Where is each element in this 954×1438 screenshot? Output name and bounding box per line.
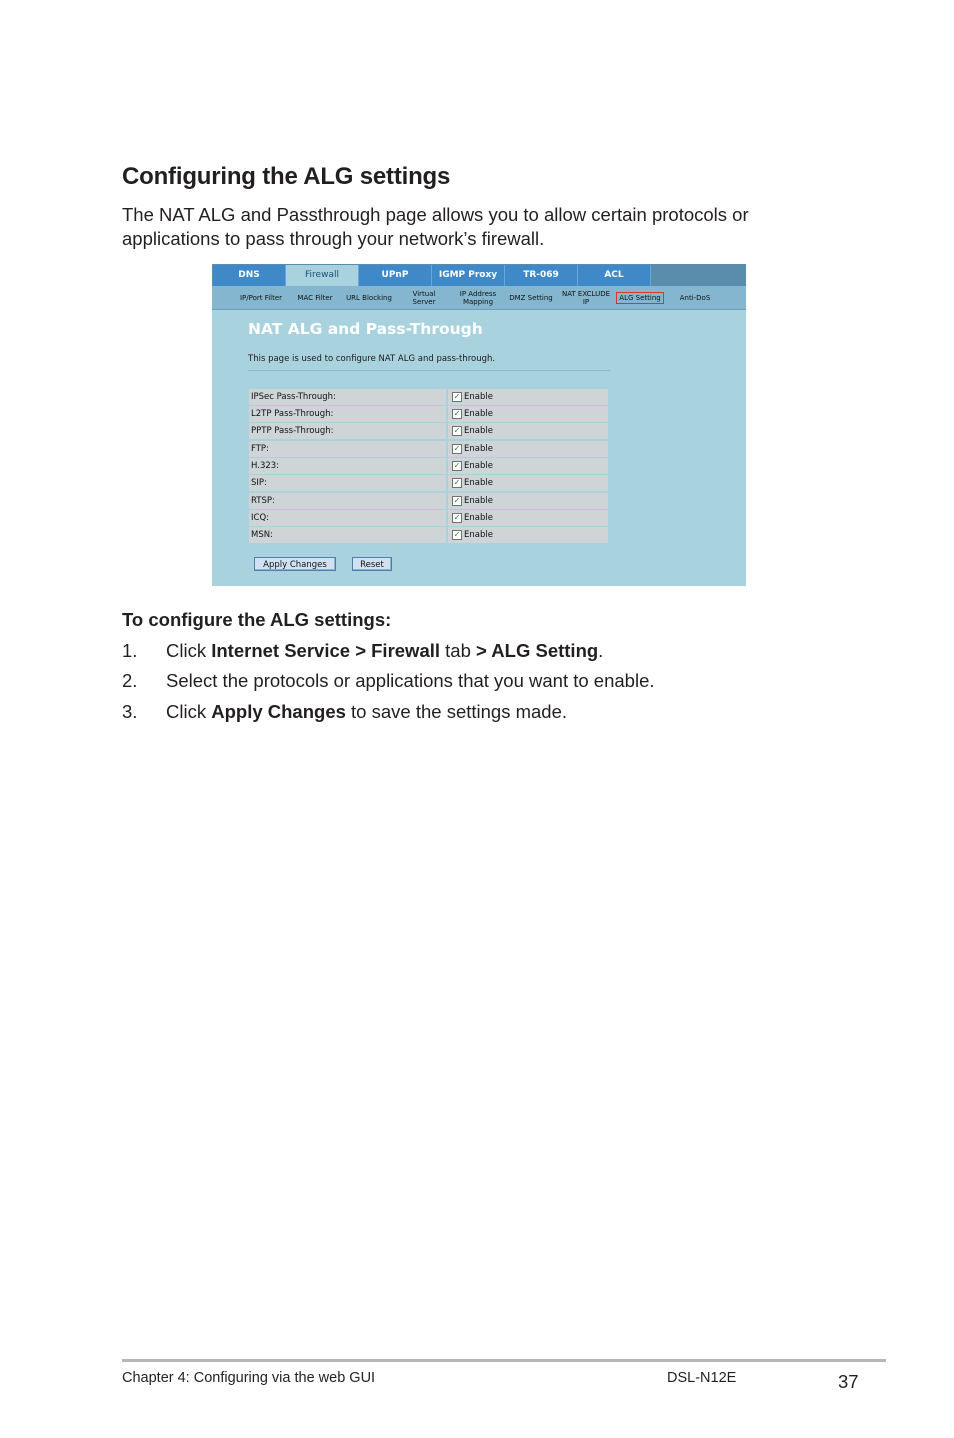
alg-row-rtsp <box>249 493 608 509</box>
tab-igmp-proxy[interactable]: IGMP Proxy <box>432 265 505 286</box>
subtab-ip-port-filter[interactable]: IP/Port Filter <box>239 293 283 302</box>
main-tab-bar <box>212 264 746 286</box>
alg-row-label: ICQ: <box>249 510 446 526</box>
subtab-anti-dos[interactable]: Anti-DoS <box>679 293 711 302</box>
checkmark-icon[interactable]: ✓ <box>453 496 461 505</box>
checkmark-icon[interactable]: ✓ <box>453 392 461 401</box>
checkmark-icon[interactable]: ✓ <box>453 513 461 522</box>
alg-enable-checkbox[interactable]: ✓ Enable <box>448 527 608 543</box>
intro-paragraph: The NAT ALG and Passthrough page allows you to allow certain protocols or applications to pass through your network’s firewall. <box>122 204 749 249</box>
checkmark-icon[interactable]: ✓ <box>453 444 461 453</box>
step-number: 3. <box>122 701 138 722</box>
subtab-alg-setting[interactable]: ALG Setting <box>614 286 666 309</box>
footer-divider <box>122 1359 886 1362</box>
step-number: 2. <box>122 670 138 691</box>
step-text: Click Apply Changes to save the settings made. <box>166 701 568 722</box>
alg-enable-checkbox[interactable]: ✓ Enable <box>448 389 608 405</box>
section-heading: Configuring the ALG settings <box>122 163 451 190</box>
panel-description: This page is used to configure NAT ALG and pass-through. <box>248 354 496 364</box>
tab-acl[interactable]: ACL <box>578 265 651 286</box>
checkmark-icon[interactable]: ✓ <box>453 530 461 539</box>
alg-row-label: RTSP: <box>249 493 446 509</box>
alg-row-sip <box>249 475 608 491</box>
checkmark-icon[interactable]: ✓ <box>453 409 461 418</box>
step-text: Select the protocols or applications that you want to enable. <box>166 670 655 691</box>
subtab-mac-filter[interactable]: MAC Filter <box>297 293 333 302</box>
alg-row-h323 <box>249 458 608 474</box>
subtab-nat-exclude-ip[interactable]: NAT EXCLUDE IP <box>561 289 611 306</box>
subtab-url-blocking[interactable]: URL Blocking <box>346 293 392 302</box>
alg-enable-checkbox[interactable]: ✓ Enable <box>448 493 608 509</box>
alg-row-pptp <box>249 423 608 439</box>
footer-model: DSL-N12E <box>667 1370 737 1386</box>
alg-enable-checkbox[interactable]: ✓ Enable <box>448 423 608 439</box>
tab-upnp[interactable]: UPnP <box>359 265 432 286</box>
alg-row-label: MSN: <box>249 527 446 543</box>
tab-tr069[interactable]: TR-069 <box>505 265 578 286</box>
alg-row-ftp <box>249 441 608 457</box>
alg-row-label: FTP: <box>249 441 446 457</box>
alg-row-l2tp <box>249 406 608 422</box>
alg-row-label: PPTP Pass-Through: <box>249 423 446 439</box>
alg-enable-checkbox[interactable]: ✓ Enable <box>448 510 608 526</box>
alg-row-msn <box>249 527 608 543</box>
divider <box>248 370 610 371</box>
subtab-dmz-setting[interactable]: DMZ Setting <box>509 293 553 302</box>
alg-row-label: IPSec Pass-Through: <box>249 389 446 405</box>
router-ui-screenshot <box>212 264 746 586</box>
checkmark-icon[interactable]: ✓ <box>453 478 461 487</box>
sub-tab-bar <box>212 286 746 310</box>
alg-row-label: SIP: <box>249 475 446 491</box>
alg-enable-checkbox[interactable]: ✓ Enable <box>448 475 608 491</box>
checkmark-icon[interactable]: ✓ <box>453 426 461 435</box>
alg-row-label: L2TP Pass-Through: <box>249 406 446 422</box>
alg-row-icq <box>249 510 608 526</box>
reset-button[interactable]: Reset <box>352 557 392 571</box>
tab-firewall[interactable]: Firewall <box>286 265 359 286</box>
alg-enable-checkbox[interactable]: ✓ Enable <box>448 458 608 474</box>
panel-title: NAT ALG and Pass-Through <box>248 320 483 338</box>
step-number: 1. <box>122 640 138 661</box>
steps-heading: To configure the ALG settings: <box>122 609 392 630</box>
subtab-ip-address-mapping[interactable]: IP Address Mapping <box>459 289 497 306</box>
alg-row-ipsec <box>249 389 608 405</box>
page-number: 37 <box>838 1371 859 1392</box>
alg-enable-checkbox[interactable]: ✓ Enable <box>448 406 608 422</box>
tab-dns[interactable]: DNS <box>213 265 286 286</box>
footer-chapter: Chapter 4: Configuring via the web GUI <box>122 1370 376 1386</box>
apply-changes-button[interactable]: Apply Changes <box>254 557 336 571</box>
step-text: Click Internet Service > Firewall tab > ALG Setting. <box>166 640 604 661</box>
subtab-virtual-server[interactable]: Virtual Server <box>412 289 436 306</box>
checkmark-icon[interactable]: ✓ <box>453 461 461 470</box>
alg-row-label: H.323: <box>249 458 446 474</box>
alg-enable-checkbox[interactable]: ✓ Enable <box>448 441 608 457</box>
